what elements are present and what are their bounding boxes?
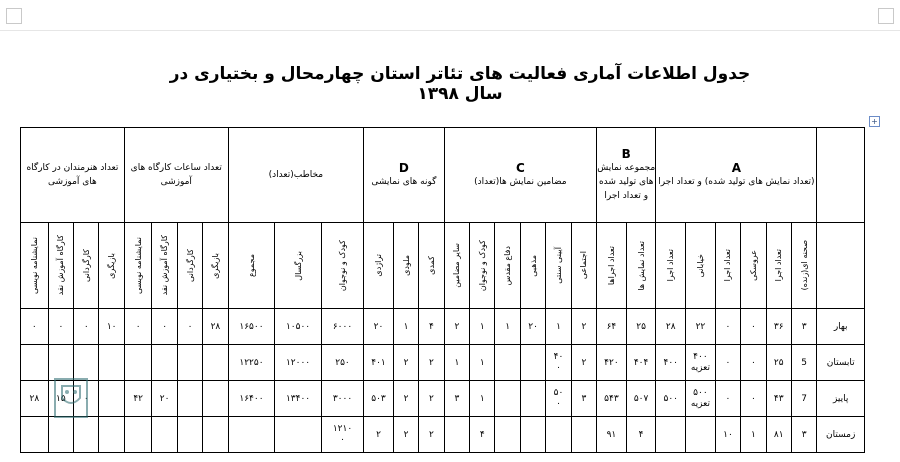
table-cell [21, 345, 49, 381]
table-cell: ۱۰۵۰۰ [275, 309, 322, 345]
table-cell: ۰ [715, 309, 740, 345]
table-cell [520, 417, 545, 453]
table-cell: ۲ [393, 381, 418, 417]
table-cell [177, 381, 202, 417]
table-cell: ۳۰۰۰ [321, 381, 363, 417]
table-cell [495, 381, 520, 417]
table-cell: ۲۰ [152, 381, 177, 417]
table-cell: ۴۲۰ [597, 345, 627, 381]
table-cell [546, 417, 571, 453]
table-cell: ۰ [74, 309, 99, 345]
table-cell: ۱ [495, 309, 520, 345]
table-cell: ۲ [393, 417, 418, 453]
table-cell: ۲۰ [520, 309, 545, 345]
table-cell: ۲ [419, 417, 444, 453]
table-cell: ۲ [364, 417, 394, 453]
theatre-logo-icon [54, 378, 88, 418]
subheader-cell: عروسکی [741, 223, 766, 309]
table-cell: ۱ [444, 345, 469, 381]
table-cell: ۱ [393, 309, 418, 345]
table-cell: ۲۵۰ [321, 345, 363, 381]
table-cell: ۲۰ [364, 309, 394, 345]
subheader-cell: تعداد اجراها [597, 223, 627, 309]
subheader-cell: اجتماعی [571, 223, 596, 309]
table-cell: ۵۰۳ [364, 381, 394, 417]
table-cell [99, 345, 124, 381]
statistics-table [20, 127, 865, 453]
group-c-header: C مضامین نمایش ها(تعداد) [444, 128, 596, 223]
table-cell [152, 345, 177, 381]
subheader-cell: مذهبی [520, 223, 545, 309]
group-d-header: D گونه های نمایشی [364, 128, 444, 223]
subheader-cell: بازیگری [99, 223, 124, 309]
table-cell [228, 417, 275, 453]
subheader-cell: صحنه ای(زنده) [791, 223, 816, 309]
table-cell [203, 381, 228, 417]
table-cell: 5 [791, 345, 816, 381]
table-cell: ۴۰۰ تعزیه [686, 345, 716, 381]
table-cell: 7 [791, 381, 816, 417]
table-cell: ۲۲ [686, 309, 716, 345]
table-cell: ۱۲۰۰۰ [275, 345, 322, 381]
table-cell [99, 381, 124, 417]
table-cell: ۲ [571, 309, 596, 345]
group-a-header: A (تعداد نمایش های تولید شده) و تعداد اجرا [656, 128, 817, 223]
table-cell: ۴ [470, 417, 495, 453]
subheader-cell: تعداد اجرا [715, 223, 740, 309]
table-cell: ۶۰۰۰ [321, 309, 363, 345]
subheader-cell: بازیگری [203, 223, 228, 309]
season-label: بهار [817, 309, 865, 345]
window-titlebar [0, 0, 900, 31]
subheader-row [21, 223, 865, 309]
table-cell: ۱۳۴۰۰ [275, 381, 322, 417]
table-cell: ۳۶ [766, 309, 791, 345]
table-cell [177, 417, 202, 453]
table-row [21, 309, 865, 345]
table-cell: ۱۵ [48, 381, 73, 417]
subheader-cell: مجموع [228, 223, 275, 309]
subheader-cell: کارگاه آموزش نقد [152, 223, 177, 309]
subheader-cell: آیینی سنتی [546, 223, 571, 309]
table-cell: ۰ [21, 309, 49, 345]
table-cell: ۸۱ [766, 417, 791, 453]
page-title: جدول اطلاعات آماری فعالیت های تئاتر استان چهارمحال و بختیاری در سال ۱۳۹۸ [169, 64, 751, 104]
workshop-hours-header: تعداد ساعات کارگاه های آموزشی [124, 128, 228, 223]
table-cell: ۴۰ ۰ [546, 345, 571, 381]
table-cell: ۱۲۲۵۰ [228, 345, 275, 381]
subheader-cell: کودک و نوجوان [321, 223, 363, 309]
table-cell: ۵۰۰ [656, 381, 686, 417]
season-label: تابستان [817, 345, 865, 381]
audience-header: مخاطب(تعداد) [228, 128, 364, 223]
table-cell: ۴۰۴ [626, 345, 656, 381]
table-cell: ۰ [48, 309, 73, 345]
window-control-left[interactable] [6, 8, 22, 24]
table-cell: ۳ [571, 381, 596, 417]
table-cell: ۲۸ [656, 309, 686, 345]
subheader-cell: کارگردانی [177, 223, 202, 309]
table-cell: ۵۰ ۰ [546, 381, 571, 417]
subheader-cell: نمایشنامه نویسی [124, 223, 152, 309]
table-cell [571, 417, 596, 453]
table-cell: ۱ [470, 345, 495, 381]
table-cell: ۲۵ [766, 345, 791, 381]
table-cell: ۳ [444, 381, 469, 417]
table-body [21, 309, 865, 453]
group-header-row [21, 128, 865, 223]
table-cell [495, 345, 520, 381]
watermark-logo [2, 378, 92, 440]
table-cell: ۱۲۱۰ ۰ [321, 417, 363, 453]
subheader-cell: کارگاه آموزش نقد [48, 223, 73, 309]
corner-cell [817, 128, 865, 223]
table-cell [124, 417, 152, 453]
subheader-cell: کمدی [419, 223, 444, 309]
table-cell: ۰ [74, 381, 99, 417]
table-cell: ۵۴۳ [597, 381, 627, 417]
table-cell [203, 345, 228, 381]
table-cell: ۰ [715, 345, 740, 381]
table-cell: ۰ [152, 309, 177, 345]
subheader-cell: تراژدی [364, 223, 394, 309]
subheader-cell: نمایشنامه نویسی [21, 223, 49, 309]
workshop-artists-header: تعداد هنرمندان در کارگاه های آموزشی [21, 128, 125, 223]
table-cell: ۲ [419, 381, 444, 417]
table-cell: ۴ [419, 309, 444, 345]
table-cell: ۲ [571, 345, 596, 381]
table-cell: ۴ [626, 417, 656, 453]
table-cell [686, 417, 716, 453]
subheader-cell: بزرگسال [275, 223, 322, 309]
table-cell: ۱ [470, 381, 495, 417]
table-cell: ۱۶۵۰۰ [228, 309, 275, 345]
table-cell: ۱۶۴۰۰ [228, 381, 275, 417]
table-cell: ۲ [444, 309, 469, 345]
table-cell: ۲۸ [21, 381, 49, 417]
table-cell [495, 417, 520, 453]
table-cell: ۰ [741, 345, 766, 381]
table-cell: ۴۲ [124, 381, 152, 417]
table-cell: ۴۰۰ [656, 345, 686, 381]
window-control-right[interactable] [878, 8, 894, 24]
table-cell: ۰ [741, 381, 766, 417]
subheader-cell: ملودی [393, 223, 418, 309]
subheader-cell: تعداد نمایش ها [626, 223, 656, 309]
subheader-cell: کودک و نوجوان [470, 223, 495, 309]
table-cell: ۲ [393, 345, 418, 381]
table-cell: ۰ [741, 309, 766, 345]
table-cell [520, 345, 545, 381]
table-cell: ۵۰۰ تعزیه [686, 381, 716, 417]
subheader-cell: خیابانی [686, 223, 716, 309]
table-cell: ۴۰۱ [364, 345, 394, 381]
subheader-cell: سایر مضامین [444, 223, 469, 309]
table-row [21, 417, 865, 453]
table-cell: ۱ [470, 309, 495, 345]
table-cell: ۳ [791, 309, 816, 345]
table-cell: ۱ [741, 417, 766, 453]
table-cell [48, 345, 73, 381]
season-label: زمستان [817, 417, 865, 453]
subheader-cell: تعداد اجرا [766, 223, 791, 309]
subheader-cell: کارگردانی [74, 223, 99, 309]
table-cell: ۱ [546, 309, 571, 345]
table-cell: ۰ [177, 309, 202, 345]
table-cell [203, 417, 228, 453]
table-cell [152, 417, 177, 453]
table-cell [124, 345, 152, 381]
table-cell [444, 417, 469, 453]
table-cell [177, 345, 202, 381]
season-label: پاییز [817, 381, 865, 417]
subheader-cell: تعداد اجرا [656, 223, 686, 309]
table-cell: ۱۰ [715, 417, 740, 453]
group-b-header: B مجموعه نمایش های تولید شده و تعداد اجرا [597, 128, 656, 223]
subheader-corner [817, 223, 865, 309]
table-cell [74, 345, 99, 381]
table-move-handle-icon[interactable]: + [869, 116, 880, 127]
subheader-cell: دفاع مقدس [495, 223, 520, 309]
table-cell [275, 417, 322, 453]
table-cell: ۳ [791, 417, 816, 453]
table-cell [656, 417, 686, 453]
table-cell: ۱۰ [99, 309, 124, 345]
table-cell: ۵۰۷ [626, 381, 656, 417]
table-row [21, 345, 865, 381]
table-cell: ۰ [124, 309, 152, 345]
table-cell: ۹۱ [597, 417, 627, 453]
table-cell: ۲۸ [203, 309, 228, 345]
table-cell [520, 381, 545, 417]
table-cell: ۴۳ [766, 381, 791, 417]
table-cell: ۰ [715, 381, 740, 417]
table-cell [99, 417, 124, 453]
table-cell: ۲ [419, 345, 444, 381]
table-cell: ۲۵ [626, 309, 656, 345]
table-row [21, 381, 865, 417]
table-cell: ۶۴ [597, 309, 627, 345]
